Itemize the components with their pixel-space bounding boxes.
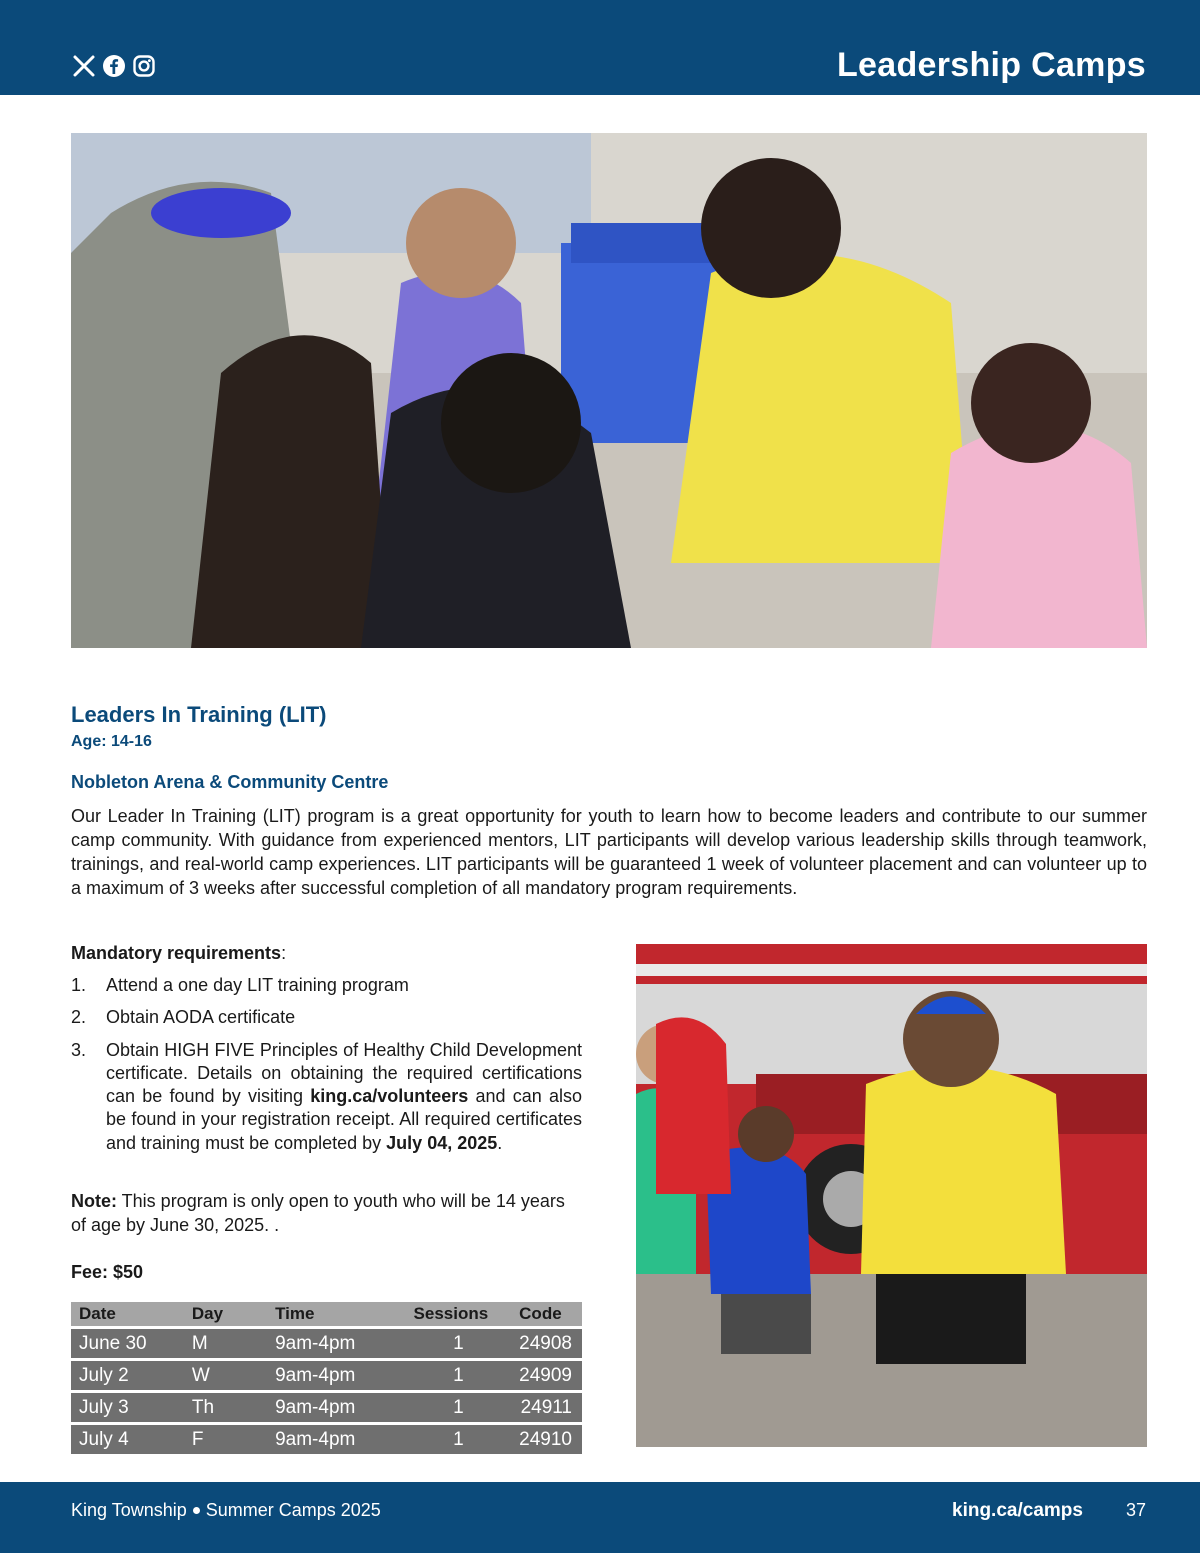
cell-day: W (184, 1361, 267, 1390)
requirements-heading-label: Mandatory requirements (71, 943, 282, 963)
bullet-separator (193, 1507, 200, 1514)
col-date: Date (71, 1302, 184, 1326)
cell-date: July 2 (71, 1361, 184, 1390)
schedule-table (71, 1299, 582, 1457)
cell-date: June 30 (71, 1329, 184, 1358)
cell-sessions: 1 (406, 1361, 512, 1390)
footer-pub-title: Summer Camps 2025 (205, 1500, 381, 1520)
requirement-text-end: . (497, 1132, 503, 1153)
footer-org: King Township (71, 1500, 187, 1520)
cell-time: 9am-4pm (267, 1425, 405, 1454)
requirement-number: 3. (71, 1039, 87, 1060)
program-fee: Fee: $50 (71, 1262, 144, 1282)
schedule-row (71, 1425, 582, 1454)
cell-time: 9am-4pm (267, 1361, 405, 1390)
schedule-row (71, 1329, 582, 1358)
requirement-item (71, 1006, 582, 1029)
program-location: Nobleton Arena & Community Centre (71, 772, 389, 792)
requirement-number: 1. (71, 975, 87, 995)
requirement-number: 2. (71, 1007, 87, 1028)
cell-sessions: 1 (406, 1393, 512, 1422)
requirement-text: Obtain AODA certificate (106, 1007, 296, 1028)
schedule-header-row (71, 1302, 582, 1326)
requirement-text: Attend a one day LIT training program (106, 975, 409, 995)
schedule-row (71, 1361, 582, 1390)
requirements-list (71, 974, 582, 1164)
side-photo (636, 944, 1147, 1447)
cell-code: 24911 (511, 1393, 582, 1422)
cell-time: 9am-4pm (267, 1393, 405, 1422)
col-time: Time (267, 1302, 405, 1326)
requirement-item (71, 1039, 582, 1155)
cell-day: Th (184, 1393, 267, 1422)
cell-day: F (184, 1425, 267, 1454)
footer-publication (71, 1500, 381, 1521)
requirement-text: Obtain HIGH FIVE Principles of Healthy Child Development certificate. Details on obtaining the required certifications can be found by visiting (106, 1039, 582, 1107)
page-header (0, 0, 1200, 95)
cell-date: July 3 (71, 1393, 184, 1422)
footer-link[interactable]: king.ca/camps (952, 1500, 1083, 1521)
cell-date: July 4 (71, 1425, 184, 1454)
requirements-heading (71, 943, 286, 964)
program-age: Age: 14-16 (71, 733, 152, 750)
page-title: Leadership Camps (836, 46, 1146, 84)
cell-code: 24910 (511, 1425, 582, 1454)
cell-code: 24908 (511, 1329, 582, 1358)
col-code: Code (511, 1302, 582, 1326)
requirements-heading-colon: : (281, 943, 287, 963)
instagram-icon[interactable] (132, 54, 156, 78)
top-photo (71, 133, 1147, 648)
program-note (71, 1189, 582, 1237)
cell-day: M (184, 1329, 267, 1358)
volunteers-link[interactable]: king.ca/volunteers (310, 1086, 469, 1107)
program-description: Our Leader In Training (LIT) program is a great opportunity for youth to learn how to become leaders and contribute to our summer camp community. With guidance from experienced mentors, LIT participants will develop various leadership skills through teamwork, trainings, and real-world camp experiences. LIT participants will be guaranteed 1 week of volunteer placement and can volunteer up to a maximum of 3 weeks after successful completion of all mandatory program requirements. (71, 806, 1147, 898)
note-label: Note: (71, 1191, 117, 1211)
requirement-item (71, 974, 582, 997)
requirement-text-continued: and can also be found in your registration receipt. All required certificates and training must be completed by (106, 1086, 583, 1153)
page-number: 37 (1125, 1500, 1146, 1520)
social-links (72, 54, 156, 78)
deadline-date: July 04, 2025 (386, 1132, 498, 1153)
page-footer (0, 1482, 1200, 1553)
cell-sessions: 1 (406, 1329, 512, 1358)
cell-time: 9am-4pm (267, 1329, 405, 1358)
col-sessions: Sessions (406, 1302, 512, 1326)
x-icon[interactable] (72, 54, 96, 78)
cell-sessions: 1 (406, 1425, 512, 1454)
col-day: Day (184, 1302, 267, 1326)
note-text: This program is only open to youth who will be 14 years of age by June 30, 2025. . (71, 1191, 565, 1235)
program-title: Leaders In Training (LIT) (71, 702, 327, 727)
schedule-row (71, 1393, 582, 1422)
cell-code: 24909 (511, 1361, 582, 1390)
facebook-icon[interactable] (102, 54, 126, 78)
